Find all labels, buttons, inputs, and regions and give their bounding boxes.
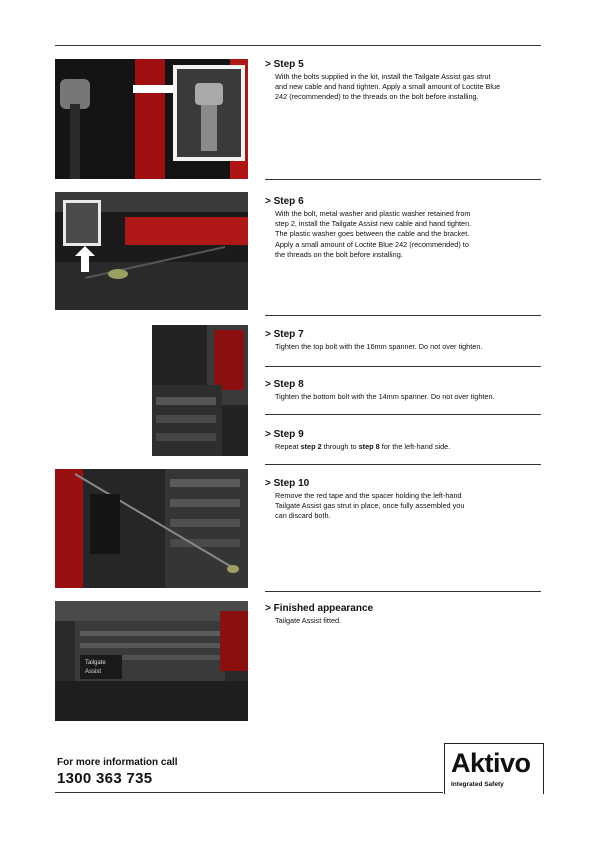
footer-label: For more information call	[57, 757, 178, 768]
tailgate-badge-line1: Tailgate	[85, 660, 106, 666]
divider-step10	[265, 464, 541, 465]
step-7-body	[265, 342, 550, 352]
divider-finished	[265, 591, 541, 592]
step-7	[265, 329, 550, 352]
step-5-line: 242 (recommended) to the threads on the bolt before installing.	[275, 92, 479, 102]
top-rule	[55, 45, 541, 46]
finished-title: > Finished appearance	[265, 603, 374, 614]
footer-phone: 1300 363 735	[57, 770, 153, 787]
step-10-line: Remove the red tape and the spacer holding the left-hand	[275, 491, 462, 500]
step-6-line: step 2, install the Tailgate Assist new cable and hand tighten.	[275, 219, 472, 229]
step-6-title: > Step 6	[265, 196, 304, 207]
step-6-line: the threads on the bolt before installing.	[275, 249, 403, 259]
step-10-line: Tailgate Assist gas strut in place, once fully assembled you	[275, 501, 465, 511]
step10-photo	[55, 469, 248, 588]
step-9-text: Repeat	[275, 442, 301, 451]
divider-step7	[265, 315, 541, 316]
step-6-line: With the bolt, metal washer and plastic washer retained from	[275, 209, 471, 218]
step-8	[265, 379, 550, 402]
step-9-title: > Step 9	[265, 429, 304, 440]
step-6	[265, 196, 550, 260]
step-6-line: The plastic washer goes between the cable and the bracket.	[275, 229, 470, 239]
logo-tagline: Integrated Safety	[451, 781, 504, 788]
tailgate-badge-line2: Assist	[85, 669, 102, 675]
step-9-ref: step 2	[300, 442, 322, 451]
step-9-ref: step 8	[358, 442, 380, 451]
step-5-title: > Step 5	[265, 59, 304, 70]
step-9-text: through to	[321, 442, 359, 451]
step-5-line: With the bolts supplied in the kit, install the Tailgate Assist gas strut	[275, 72, 491, 81]
footer-rule	[55, 792, 443, 793]
divider-step8	[265, 366, 541, 367]
step-5-line: and new cable and hand tighten. Apply a small amount of Loctite Blue	[275, 82, 501, 92]
divider-step6	[265, 179, 541, 180]
step-8-title: > Step 8	[265, 379, 304, 390]
step-9-text: for the left-hand side.	[379, 442, 451, 451]
divider-step9	[265, 414, 541, 415]
step-7-title: > Step 7	[265, 329, 304, 340]
finished-line: Tailgate Assist fitted.	[275, 616, 342, 625]
step6-photo	[55, 192, 248, 310]
step-8-line: Tighten the bottom bolt with the 14mm spanner. Do not over tighten.	[275, 392, 495, 401]
step-10	[265, 478, 550, 522]
step-8-body	[265, 392, 550, 402]
step-6-line: Apply a small amount of Loctite Blue 242 (recommended) to	[275, 239, 469, 249]
step-7-line: Tighten the top bolt with the 16mm spanner. Do not over tighten.	[275, 342, 483, 351]
step-9-body	[265, 442, 550, 452]
step-5	[265, 59, 550, 103]
aktivo-logo: Aktivo	[451, 748, 531, 778]
step-10-title: > Step 10	[265, 478, 310, 489]
step5-photo	[55, 59, 248, 179]
finished-appearance	[265, 603, 550, 626]
step-6-body	[265, 209, 550, 260]
step-5-body	[265, 72, 550, 103]
step7-photo	[152, 325, 248, 456]
step-9	[265, 429, 550, 452]
finished-body	[265, 616, 550, 626]
finished-photo	[55, 601, 248, 721]
step-10-line: can discard both.	[275, 511, 331, 521]
step-10-body	[265, 491, 550, 522]
